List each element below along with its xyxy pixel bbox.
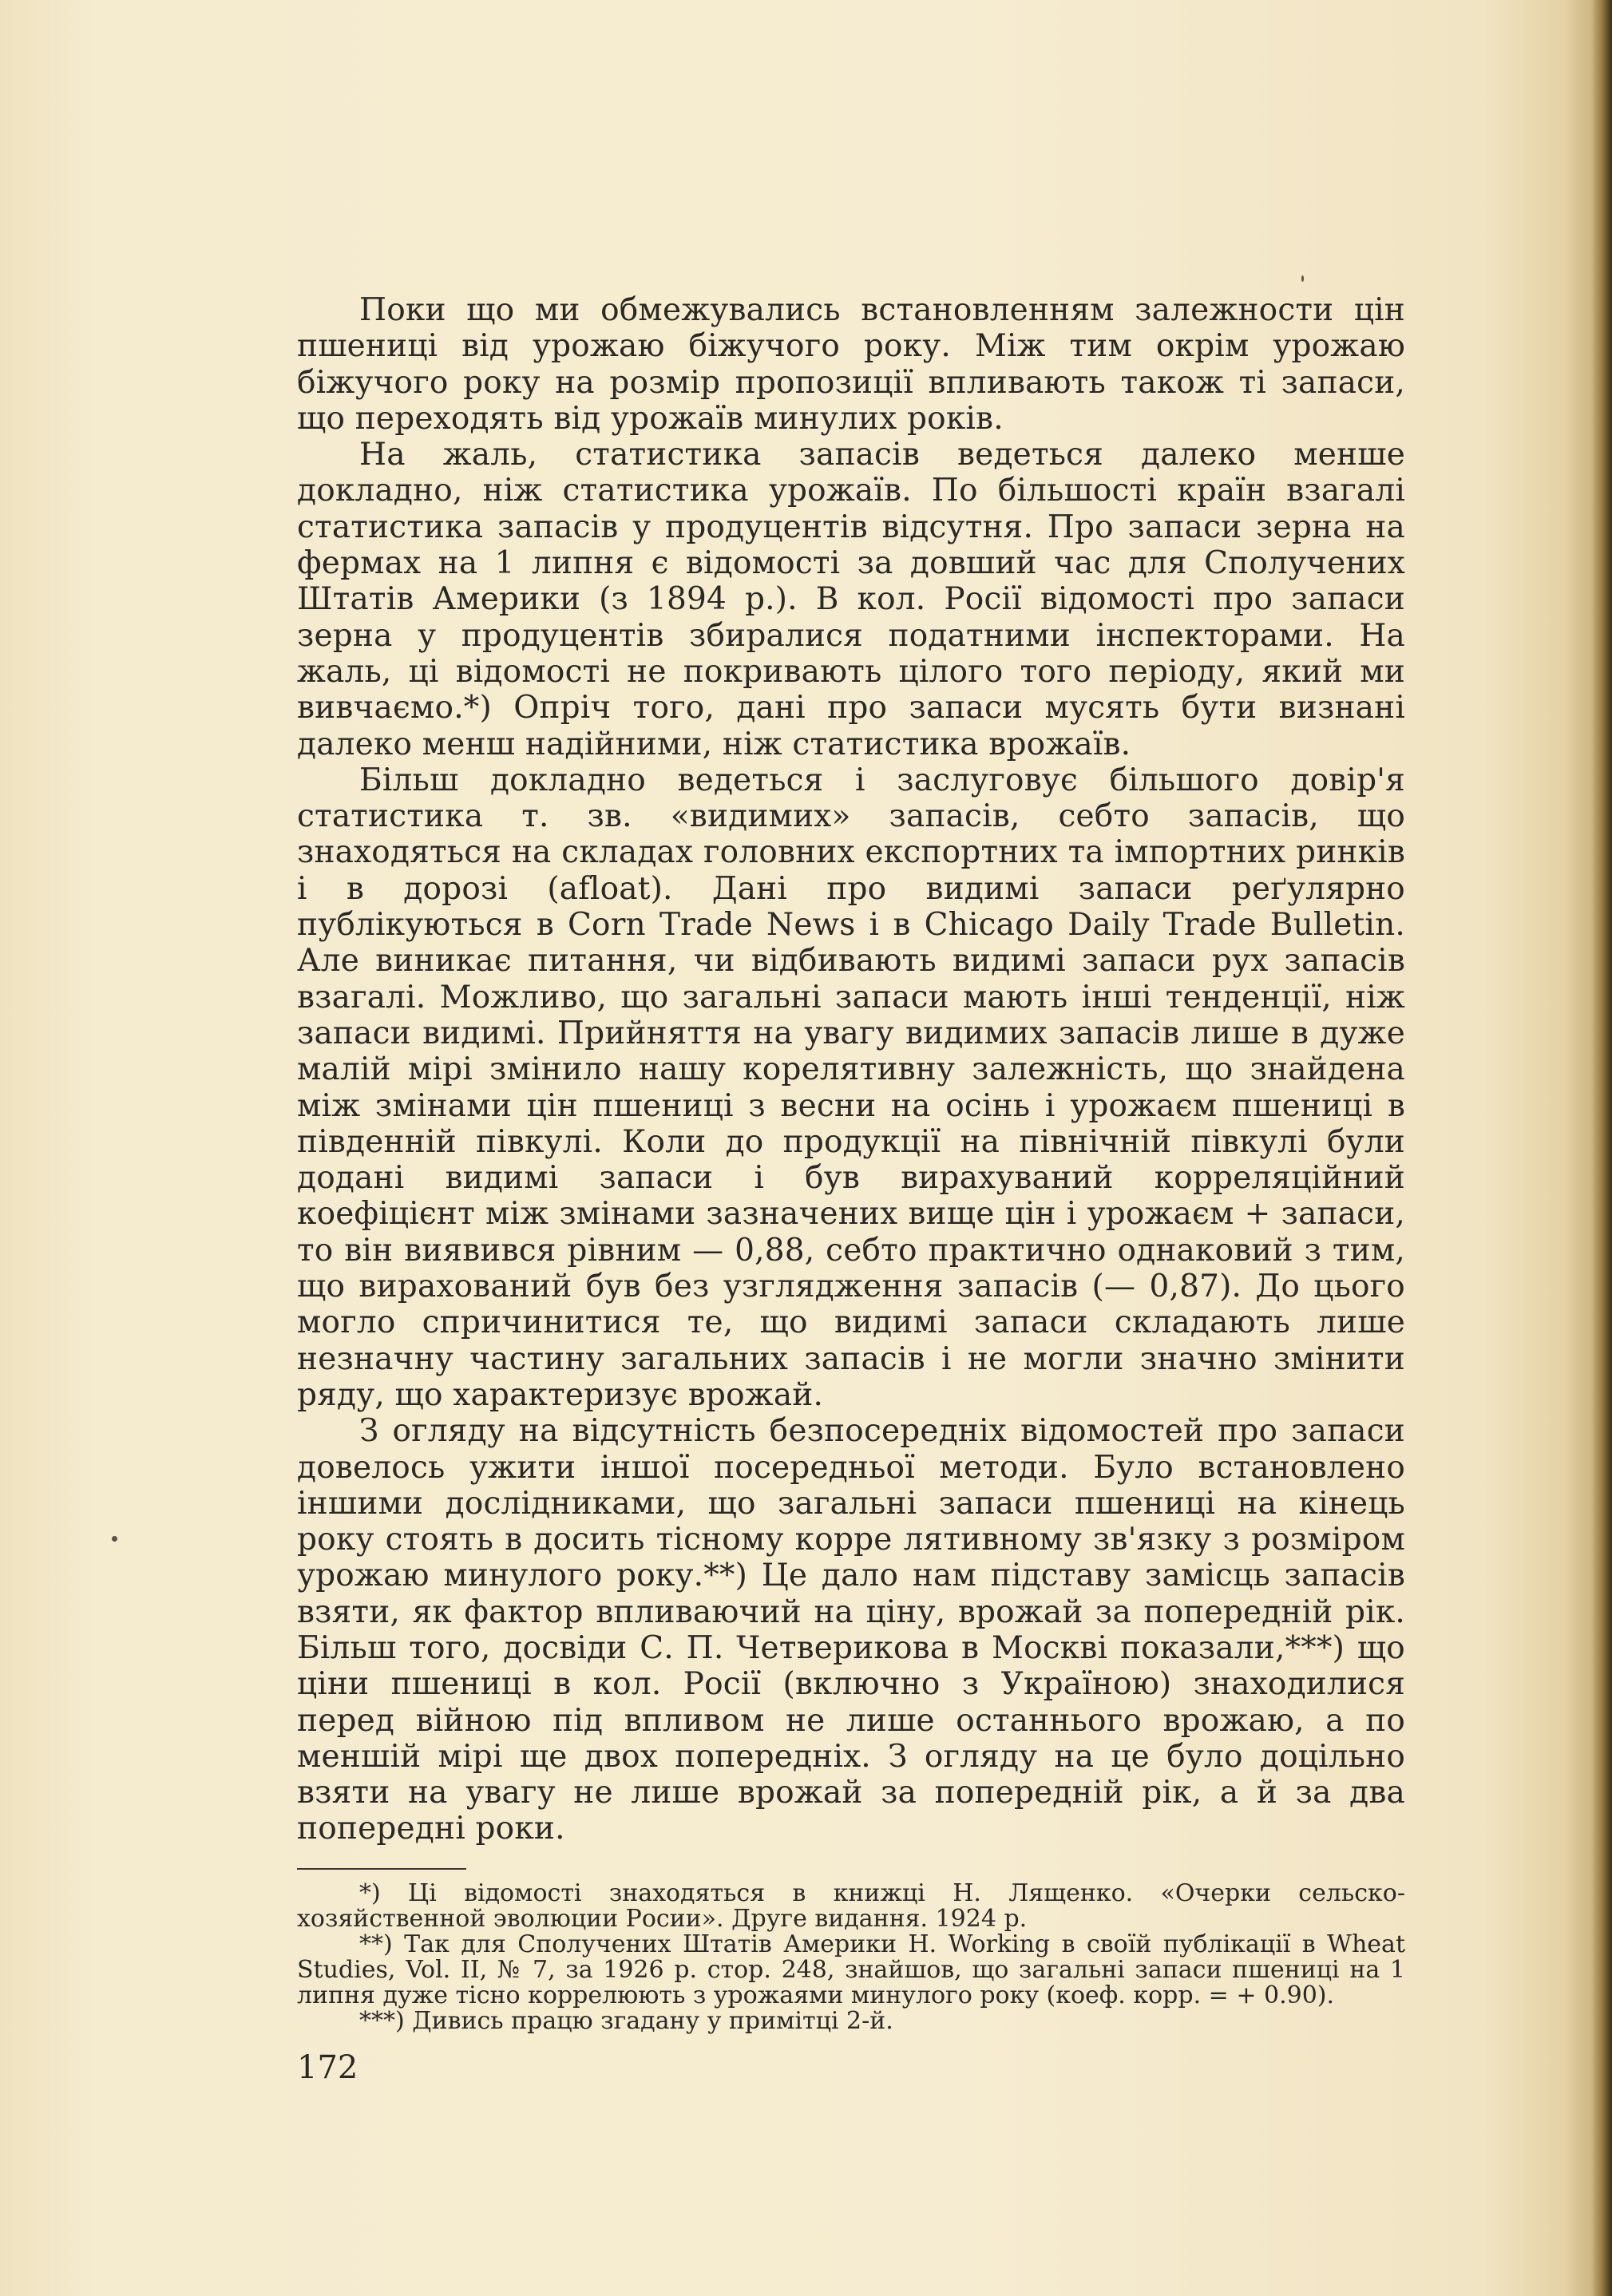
footnote: ***) Дивись працю згадану у примітці 2-й. — [359, 2006, 893, 2035]
footnote: **) Так для Сполучених Штатів Америки H. Working в своїй публікації в Wheat Studies, Vol. II, № 7, за 1926 р. стор. 248, знайшов, що загальні запаси пшениці на 1 липня дуже тісно коррелюють з урожаями минулого року (коеф. корр. = + 0.90). — [297, 1930, 1405, 2009]
page-number: 172 — [297, 2049, 358, 2086]
main-text — [297, 292, 1405, 2034]
footnote: *) Ці відомості знаходяться в книжці Н. Лященко. «Очерки сельско-хозяйственной эволюции Росии». Друге видання. 1924 р. — [297, 1878, 1405, 1933]
paragraph: Поки що ми обмежувались встановленням залежности цін пшениці від урожаю біжучого року. Між тим окрім урожаю біжучого року на розмір пропозиції впливають також ті запаси, що переходять від урожаїв минулих років. — [297, 292, 1405, 437]
ink-speck — [1301, 275, 1304, 282]
paragraph: На жаль, статистика запасів ведеться далеко менше докладно, ніж статистика урожаїв. По більшості країн взагалі статистика запасів у продуцентів відсутня. Про запаси зерна на фермах на 1 липня є відомості за довший час для Сполучених Штатів Америки (з 1894 р.). В кол. Росії відомості про запаси зерна у продуцентів збиралися податними інспекторами. На жаль, ці відомості не покривають цілого того періоду, який ми вивчаємо.*) Опріч того, дані про запаси мусять бути визнані далеко менш надійними, ніж статистика врожаїв. — [297, 437, 1405, 762]
footnote-separator — [297, 1868, 466, 1870]
ink-speck — [112, 1536, 117, 1542]
paragraph: З огляду на відсутність безпосередніх відомостей про запаси довелось ужити іншої посередньої методи. Було встановлено іншими дослідниками, що загальні запаси пшениці на кінець року стоять в досить тісному корре лятивному зв'язку з розміром урожаю минулого року.**) Це дало нам підставу замісць запасів взяти, як фактор впливаючий на ціну, врожай за попередній рік. Більш того, досвіди С. П. Четверикова в Москві показали,***) що ціни пшениці в кол. Росії (включно з Україною) знаходилися перед війною під впливом не лише останнього врожаю, а по меншій мірі ще двох попередніх. З огляду на це було доцільно взяти на увагу не лише врожай за попередній рік, а й за два попередні роки. — [297, 1413, 1405, 1847]
binding-shadow — [1591, 0, 1612, 2296]
paragraph: Більш докладно ведеться і заслуговує більшого довір'я статистика т. зв. «видимих» запасів, себто запасів, що знаходяться на складах головних експортних та імпортних ринків і в дорозі (afloat). Дані про видимі запаси реґулярно публікуються в Corn Trade News і в Chicago Daily Trade Bulletin. Але виникає питання, чи відбивають видимі запаси рух запасів взагалі. Можливо, що загальні запаси мають інші тенденції, ніж запаси видимі. Прийняття на увагу видимих запасів лише в дуже малій мірі змінило нашу корелятивну залежність, що знайдена між змінами цін пшениці з весни на осінь і урожаєм пшениці в південній півкулі. Коли до продукції на північній півкулі були додані видимі запаси і був вирахуваний корреляційний коефіцієнт між змінами зазначених вище цін і урожаєм + запаси, то він виявився рівним — 0,88, себто практично однаковий з тим, що вирахований був без узглядження запасів (— 0,87). До цього могло спричинитися те, що видимі запаси складають лише незначну частину загальних запасів і не могли значно змінити ряду, що характеризує врожай. — [297, 762, 1405, 1413]
